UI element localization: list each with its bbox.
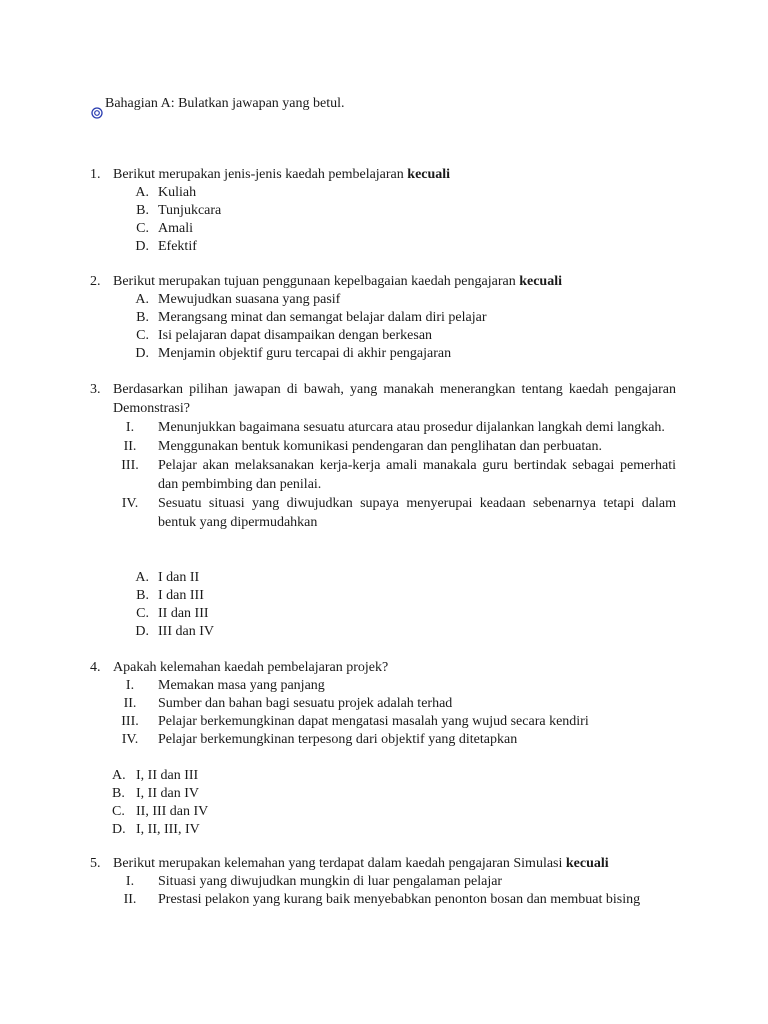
statement-i: I. Situasi yang diwujudkan mungkin di luar pengalaman pelajar — [125, 874, 503, 889]
question-text: Berikut merupakan jenis-jenis kaedah pembelajaran kecuali — [113, 167, 451, 182]
emphasis-word: kecuali — [407, 167, 451, 182]
question-text: Apakah kelemahan kaedah pembelajaran projek? — [113, 660, 389, 675]
statement-iii: III. Pelajar berkemungkinan dapat mengatasi masalah yang wujud secara kendiri — [121, 714, 589, 729]
statement-i: I. Memakan masa yang panjang — [125, 678, 325, 693]
option-b[interactable]: B. I, II dan IV — [112, 786, 199, 801]
question-text: Berdasarkan pilihan jawapan di bawah, yang manakah menerangkan tentang kaedah pengajaran Demonstrasi? — [113, 382, 676, 416]
option-a[interactable]: A. Mewujudkan suasana yang pasif — [135, 292, 341, 307]
question-number: 1. — [90, 167, 101, 182]
question-1 — [90, 166, 676, 256]
statement-ii: II. Prestasi pelakon yang kurang baik menyebabkan penonton bosan dan membuat bising — [123, 892, 641, 907]
option-c[interactable]: C. Isi pelajaran dapat disampaikan dengan berkesan — [136, 328, 433, 343]
question-text: Berikut merupakan tujuan penggunaan kepelbagaian kaedah pengajaran kecuali — [113, 274, 562, 289]
option-c[interactable]: C. II dan III — [136, 606, 209, 621]
question-number: 4. — [90, 660, 101, 675]
option-c[interactable]: C. II, III dan IV — [112, 804, 209, 819]
question-number: 3. — [90, 382, 101, 397]
question-number: 2. — [90, 274, 101, 289]
option-a[interactable]: A. I, II dan III — [112, 768, 199, 783]
option-b[interactable]: B. Tunjukcara — [136, 203, 222, 218]
question-3 — [90, 380, 676, 532]
emphasis-word: kecuali — [519, 274, 562, 289]
question-number: 5. — [90, 856, 101, 871]
option-d[interactable]: D. Menjamin objektif guru tercapai di akhir pengajaran — [135, 346, 452, 361]
emphasis-word: kecuali — [565, 856, 609, 871]
option-a[interactable]: A. Kuliah — [135, 185, 197, 200]
statement-i: I. Menunjukkan bagaimana sesuatu aturcara atau prosedur dijalankan langkah demi langkah. — [125, 420, 665, 435]
option-a[interactable]: A. I dan II — [135, 570, 200, 585]
statement-iv: IV. Sesuatu situasi yang diwujudkan supaya menyerupai keadaan sebenarnya tetapi dalam bentuk yang dipermudahkan — [121, 496, 676, 530]
question-5 — [90, 855, 676, 909]
option-d[interactable]: D. III dan IV — [135, 624, 214, 639]
anchor-swirl-icon — [91, 107, 103, 119]
question-text: Berikut merupakan kelemahan yang terdapat dalam kaedah pengajaran Simulasi kecuali — [113, 856, 609, 871]
option-d[interactable]: D. Efektif — [135, 239, 197, 254]
question-4 — [90, 659, 676, 839]
statement-iv: IV. Pelajar berkemungkinan terpesong dari objektif yang ditetapkan — [121, 732, 518, 747]
question-3-options — [90, 569, 676, 641]
option-b[interactable]: B. Merangsang minat dan semangat belajar dalam diri pelajar — [136, 310, 487, 325]
question-2 — [90, 273, 676, 363]
option-d[interactable]: D. I, II, III, IV — [112, 822, 200, 837]
statement-ii: II. Sumber dan bahan bagi sesuatu projek adalah terhad — [123, 696, 453, 711]
option-b[interactable]: B. I dan III — [136, 588, 204, 603]
statement-ii: II. Menggunakan bentuk komunikasi pendengaran dan penglihatan dan perbuatan. — [123, 439, 602, 454]
option-c[interactable]: C. Amali — [136, 221, 193, 236]
section-instruction: Bahagian A: Bulatkan jawapan yang betul. — [105, 96, 345, 111]
statement-iii: III. Pelajar akan melaksanakan kerja-kerja amali manakala guru bertindak sebagai pemerhati dan pembimbing dan penilai. — [121, 458, 676, 492]
